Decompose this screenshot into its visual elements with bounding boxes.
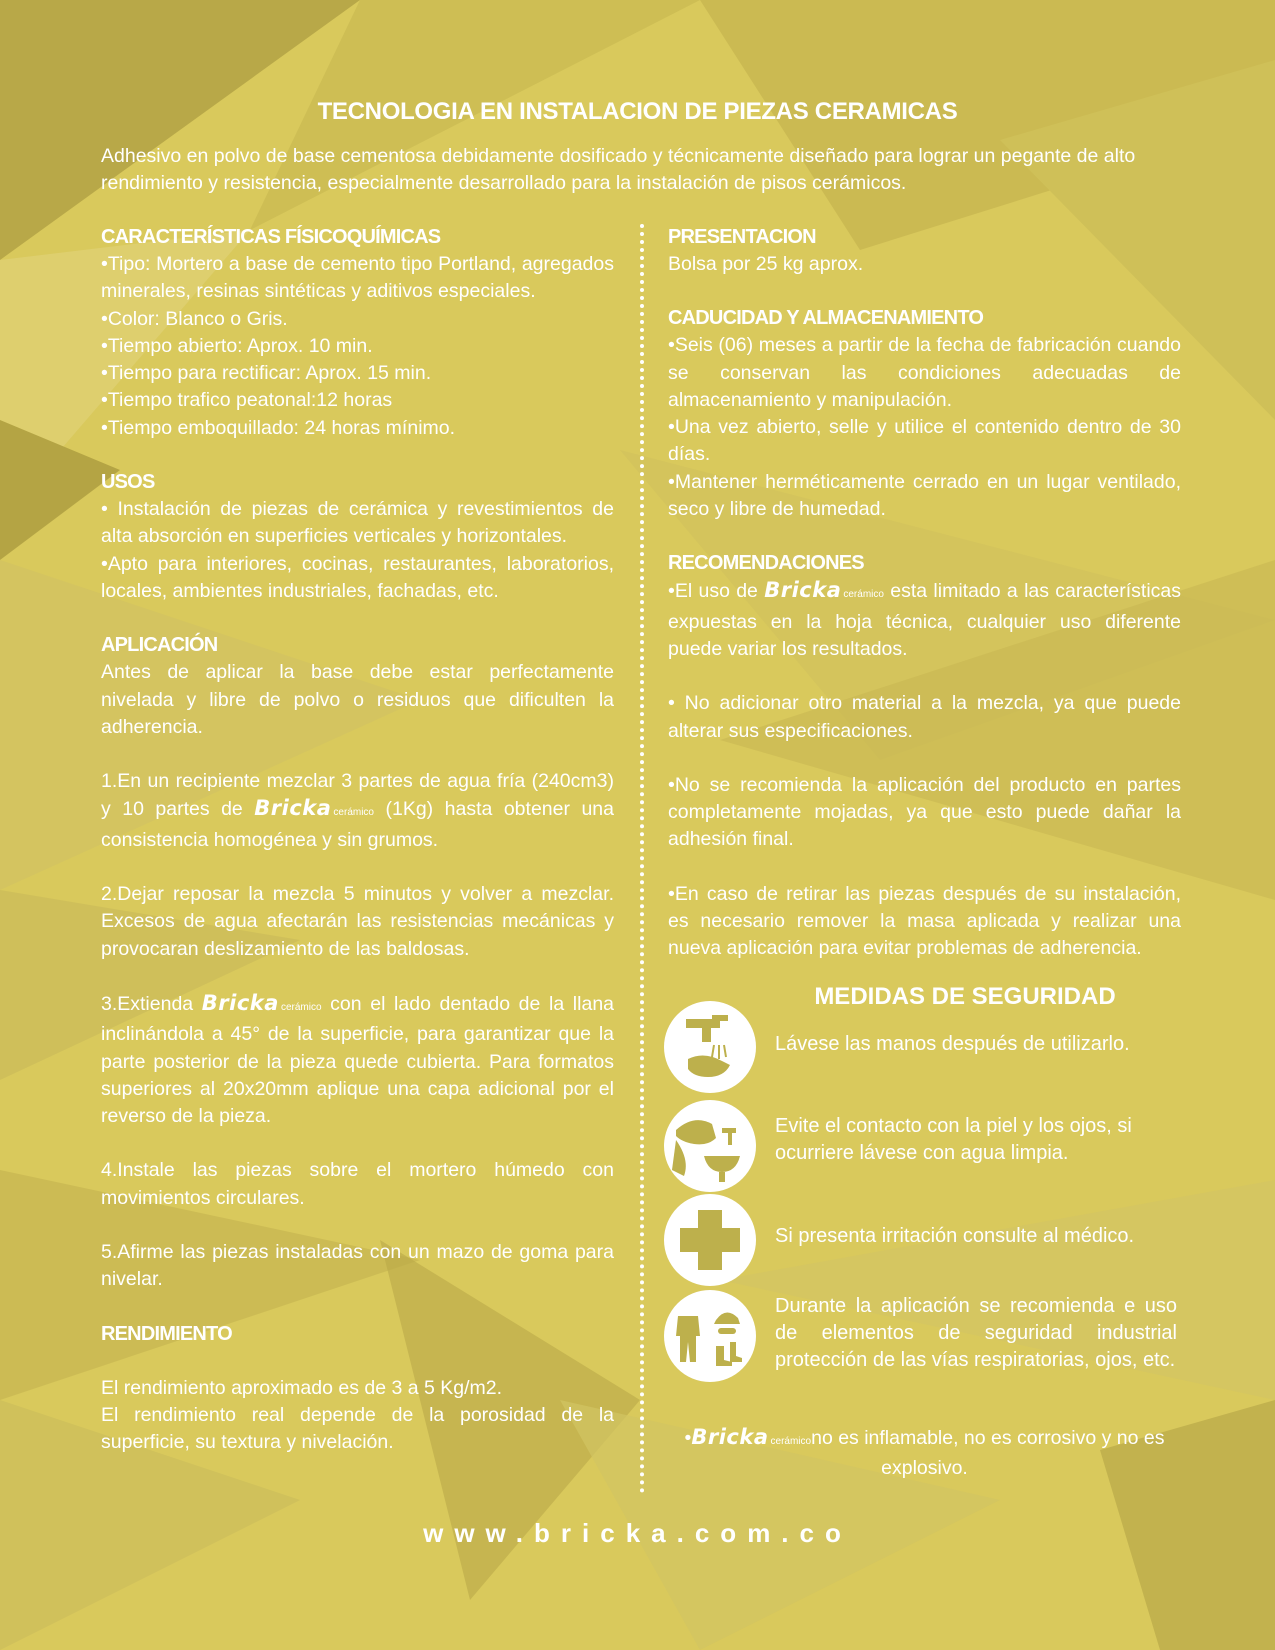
safety-item-3: Si presenta irritación consulte al médico. <box>775 1225 1135 1247</box>
safety-item-2: Evite el contacto con la piel y los ojos, si ocurriere lávese con agua limpia. <box>775 1115 1132 1164</box>
step-3-text-b: con el lado dentado de la llana inclinándola a 45° de la superficie, para garantizar que la parte posterior de la pieza quede cubierta. Para formatos superiores al 20x20mm aplique una capa adicional por el reverso de la pieza. <box>101 992 615 1128</box>
list-item: •Tiempo trafico peatonal:12 horas <box>101 389 393 412</box>
eye-wash-icon <box>664 1100 756 1192</box>
heading-recomendaciones: RECOMENDACIONES <box>668 552 864 575</box>
aplicacion-step-3 <box>101 990 614 1130</box>
heading-caracteristicas: CARACTERÍSTICAS FÍSICOQUÍMICAS <box>101 226 441 248</box>
rendimiento-line-2: El rendimiento real depende de la porosidad de la superficie, su textura y nivelación. <box>101 1403 614 1454</box>
step-3-text-a: 3.Extienda <box>101 992 194 1015</box>
column-divider <box>640 224 644 1494</box>
rec-1-text-a: •El uso de <box>668 580 758 603</box>
presentacion-text: Bolsa por 25 kg aprox. <box>668 253 864 275</box>
aplicacion-step-1 <box>101 768 614 854</box>
list-item: •Una vez abierto, selle y utilice el contenido dentro de 30 días. <box>668 416 1181 466</box>
step-1-text-b: (1Kg) hasta obtener una consistencia homogénea y sin grumos. <box>101 798 614 851</box>
rendimiento-line-1: El rendimiento aproximado es de 3 a 5 Kg/m2. <box>101 1376 503 1399</box>
list-item: •Tiempo para rectificar: Aprox. 15 min. <box>101 362 432 385</box>
list-item: • Instalación de piezas de cerámica y revestimientos de alta absorción en superficies verticales y horizontales. <box>101 498 614 548</box>
rec-1-text-b: esta limitado a las características expuestas en la hoja técnica, cualquier uso diferente puede variar los resultados. <box>668 580 1182 660</box>
left-column <box>101 224 614 1457</box>
list-item: •Tiempo abierto: Aprox. 10 min. <box>101 334 373 357</box>
right-column <box>668 224 1181 963</box>
list-item: •Mantener herméticamente cerrado en un lugar ventilado, seco y libre de humedad. <box>668 470 1181 521</box>
heading-rendimiento: RENDIMIENTO <box>101 1322 232 1345</box>
step-1-text-a: 1.En un recipiente mezclar 3 partes de agua fría (240cm3) y 10 partes de <box>101 770 614 821</box>
flammability-statement <box>668 1424 1181 1482</box>
bricka-logo: Bricka cerámico <box>691 1425 812 1449</box>
recomendacion-2: • No adicionar otro material a la mezcla, ya que puede alterar sus especificaciones. <box>668 692 1181 742</box>
wash-hands-icon <box>664 1001 756 1093</box>
safety-item-1: Lávese las manos después de utilizarlo. <box>775 1033 1130 1055</box>
page-title: TECNOLOGIA EN INSTALACION DE PIEZAS CERAMICAS <box>317 98 958 125</box>
heading-usos: USOS <box>101 471 155 494</box>
medical-cross-icon <box>664 1194 756 1286</box>
list-item: •Tiempo emboquillado: 24 horas mínimo. <box>101 416 456 439</box>
aplicacion-step-2: 2.Dejar reposar la mezcla 5 minutos y volver a mezclar. Excesos de agua afectarán las resistencias mecánicas y provocaran deslizamiento de las baldosas. <box>101 883 614 960</box>
aplicacion-step-5: 5.Afirme las piezas instaladas con un mazo de goma para nivelar. <box>101 1241 614 1291</box>
bricka-logo: Bricka cerámico <box>254 796 374 821</box>
safety-heading: MEDIDAS DE SEGURIDAD <box>814 983 1116 1010</box>
intro-paragraph: Adhesivo en polvo de base cementosa debidamente dosificado y técnicamente diseñado para lograr un pegante de alto rendimiento y resistencia, especialmente desarrollado para la instalación de pisos cerámicos. <box>101 145 1136 194</box>
bricka-logo: Bricka cerámico <box>201 990 322 1015</box>
list-item: •Color: Blanco o Gris. <box>101 307 288 330</box>
list-item: •Tipo: Mortero a base de cemento tipo Portland, agregados minerales, resinas sintéticas y aditivos especiales. <box>101 253 614 303</box>
recomendacion-4: •En caso de retirar las piezas después de su instalación, es necesario remover la masa aplicada y realizar una nueva aplicación para evitar problemas de adherencia. <box>668 882 1181 960</box>
aplicacion-step-4: 4.Instale las piezas sobre el mortero húmedo con movimientos circulares. <box>101 1159 614 1209</box>
website-url: www.bricka.com.co <box>423 1518 852 1548</box>
flam-text: no es inflamable, no es corrosivo y no es explosivo. <box>811 1427 1165 1479</box>
protective-equipment-icon <box>664 1290 756 1382</box>
aplicacion-intro: Antes de aplicar la base debe estar perfectamente nivelada y libre de polvo o residuos que dificulten la adherencia. <box>101 661 614 738</box>
heading-aplicacion: APLICACIÓN <box>101 634 218 657</box>
safety-item-4: Durante la aplicación se recomienda e uso de elementos de seguridad industrial protección de las vías respiratorias, ojos, etc. <box>775 1295 1177 1371</box>
recomendacion-1 <box>668 577 1181 663</box>
heading-caducidad: CADUCIDAD Y ALMACENAMIENTO <box>668 307 984 330</box>
bricka-logo: Bricka cerámico <box>764 578 884 603</box>
list-item: •Seis (06) meses a partir de la fecha de fabricación cuando se conservan las condiciones adecuadas de almacenamiento y manipulación. <box>668 334 1181 411</box>
heading-presentacion: PRESENTACION <box>668 226 816 248</box>
flam-bullet: • <box>684 1427 692 1449</box>
list-item: •Apto para interiores, cocinas, restaurantes, laboratorios, locales, ambientes industriales, fachadas, etc. <box>101 552 614 602</box>
recomendacion-3: •No se recomienda la aplicación del producto en partes completamente mojadas, ya que esto puede dañar la adhesión final. <box>668 773 1181 851</box>
